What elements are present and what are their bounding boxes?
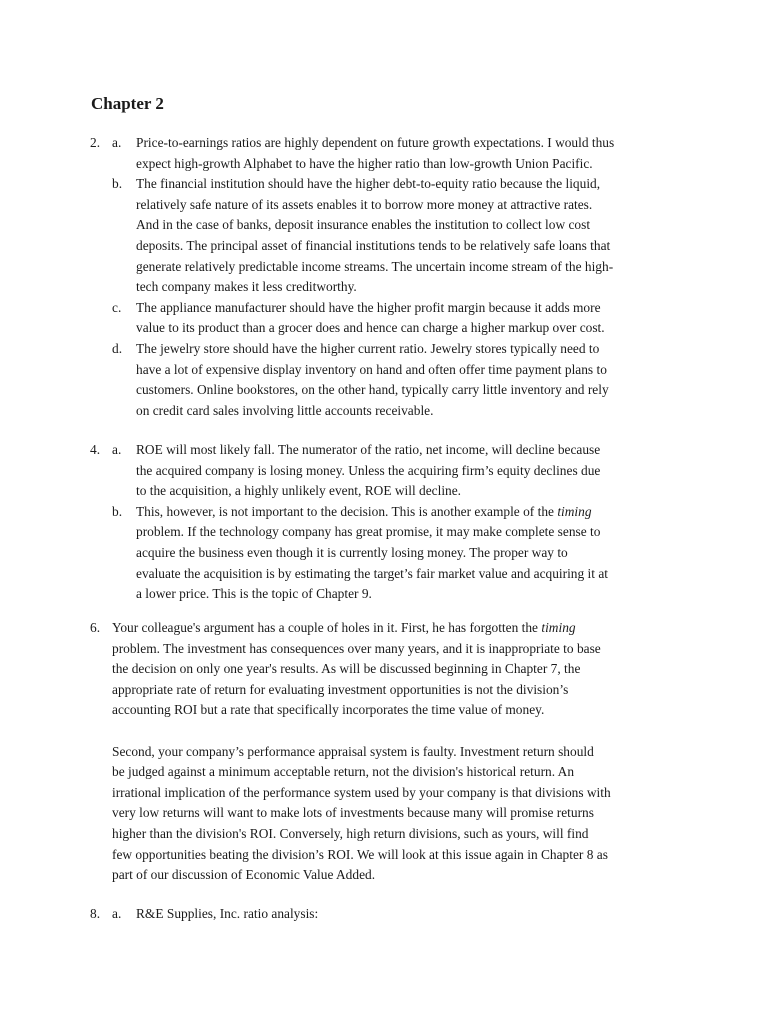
part-text: The financial institution should have the higher debt-to-equity ratio because the liquid, relatively safe nature of its assets enables it to borrow more money at attractive rates. And in the case of banks, deposit insurance enables the institution to collect low cost deposits. The principal asset of financial institutions tends to be relatively safe loans that generate relatively predictable income streams. The uncertain income stream of the high- tech company makes it less creditworthy.: [136, 176, 614, 295]
problem-part: [0, 440, 768, 502]
problem-part: [0, 174, 768, 298]
italic-term: timing: [541, 620, 576, 635]
part-text: The jewelry store should have the higher current ratio. Jewelry stores typically need to have a lot of expensive display inventory on hand and often offer time payment plans to customers. Online bookstores, on the other hand, typically carry little inventory and rely on credit card sales involving little accounts receivable.: [136, 340, 609, 418]
text-segment: Your colleague's argument has a couple of holes in it. First, he has forgotten the: [112, 620, 542, 635]
problem-part: [0, 298, 768, 339]
problem-part: [0, 502, 768, 605]
problem-8: [0, 904, 768, 925]
part-label: a.: [112, 906, 122, 921]
part-label: a.: [112, 442, 122, 457]
problem-2: [0, 133, 768, 421]
problem-part: [0, 133, 768, 174]
problem-part: [0, 904, 768, 925]
part-text: ROE will most likely fall. The numerator of the ratio, net income, will decline because the acquired company is losing money. Unless the acquiring firm’s equity declines due to the acquisition, a highly unlikely event, ROE will decline.: [136, 442, 601, 499]
problem-4: [0, 440, 768, 605]
part-text: R&E Supplies, Inc. ratio analysis:: [136, 906, 319, 921]
paragraph-1: [112, 618, 677, 721]
part-label: b.: [112, 176, 123, 192]
problem-number: 6.: [90, 620, 101, 635]
problem-part: [0, 339, 768, 421]
part-text: [136, 502, 677, 605]
text-segment: problem. The investment has consequences over many years, and it is inappropriate to base the decision on only one year's results. As will be discussed beginning in Chapter 7, the appropriate rate of return for evaluating investment opportunities is not the division’s accounting ROI but a rate that specifically incorporates the time value of money.: [112, 640, 601, 718]
problem-6: [0, 618, 768, 886]
part-label: a.: [112, 135, 122, 150]
part-label: c.: [112, 299, 122, 315]
part-text: Price-to-earnings ratios are highly dependent on future growth expectations. I would thus expect high-growth Alphabet to have the higher ratio than low-growth Union Pacific.: [136, 135, 615, 171]
part-text: The appliance manufacturer should have the higher profit margin because it adds more value to its product than a grocer does and hence can charge a higher markup over cost.: [136, 299, 605, 336]
chapter-title: Chapter 2: [91, 94, 164, 113]
part-label: b.: [112, 503, 123, 519]
part-label: d.: [112, 340, 123, 356]
paragraph-2: Second, your company’s performance appraisal system is faulty. Investment return should be judged against a minimum acceptable return, not the division's historical return. An irrational implication of the performance system used by your company is that divisions with very low returns will want to make lots of investments because many will promise returns higher than the division's ROI. Conversely, high return divisions, such as yours, will find few opportunities beating the division’s ROI. We will look at this issue again in Chapter 8 as part of our discussion of Economic Value Added.: [112, 743, 611, 883]
text-segment: This, however, is not important to the decision. This is another example of the: [136, 503, 558, 519]
paragraph-gap: [0, 721, 768, 742]
problem-number: 2.: [90, 135, 101, 150]
text-segment: problem. If the technology company has great promise, it may make complete sense to acquire the business even though it is currently losing money. The proper way to evaluate the acquisition is by estimating the target’s fair market value and acquiring it at a lower price. This is the topic of Chapter 9.: [136, 524, 608, 602]
italic-term: timing: [557, 503, 592, 519]
problem-number: 8.: [90, 906, 101, 921]
problem-number: 4.: [90, 442, 101, 457]
